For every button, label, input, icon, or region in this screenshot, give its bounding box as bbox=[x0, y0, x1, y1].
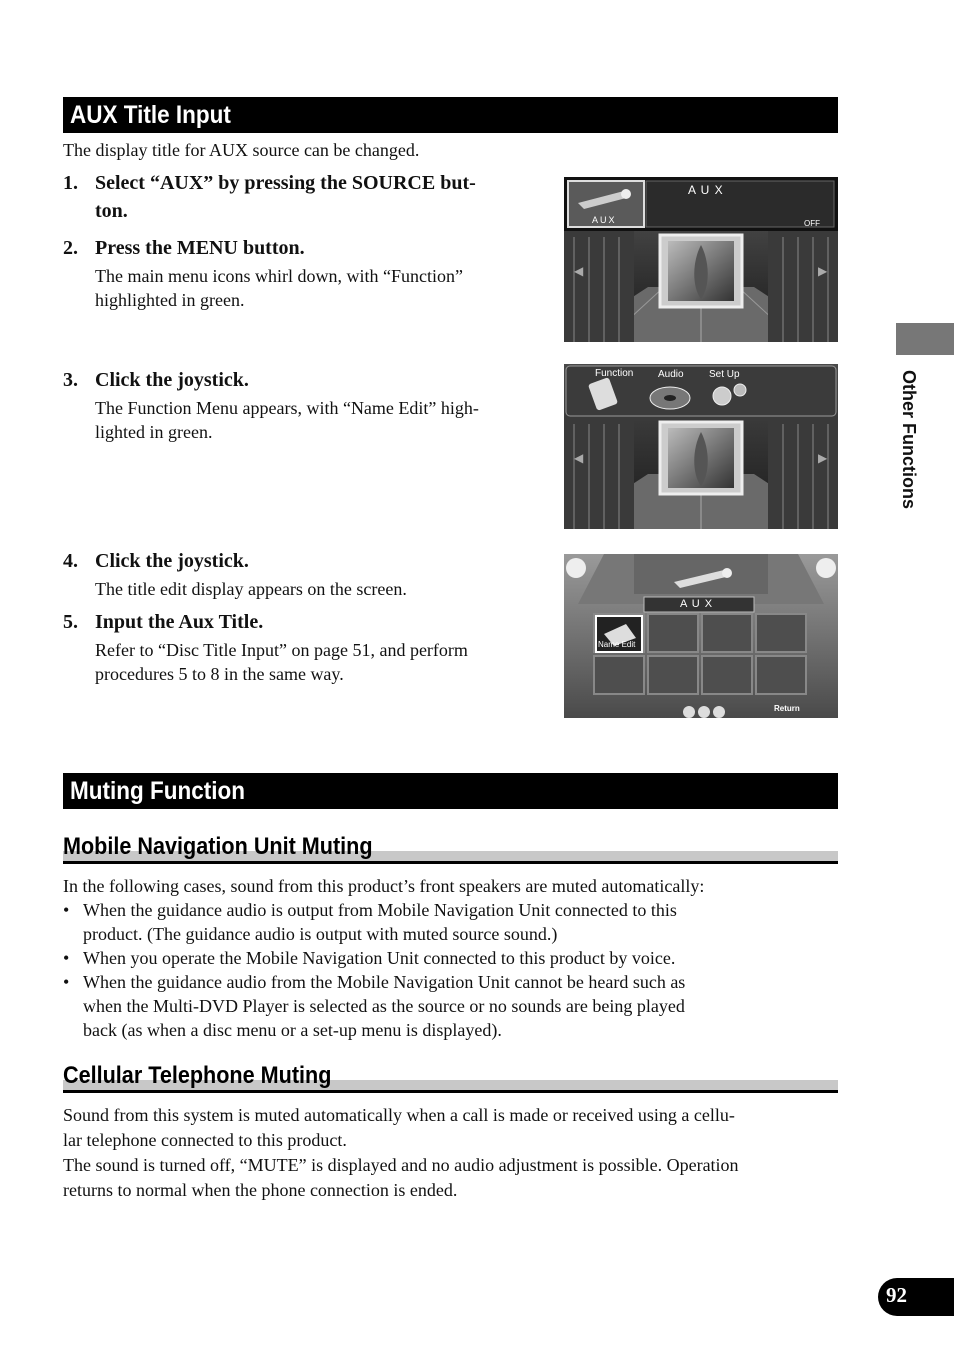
section-header-muting-function bbox=[63, 773, 838, 809]
subheading-cellular-telephone-muting bbox=[63, 1062, 838, 1093]
source-label: AUX bbox=[592, 215, 617, 225]
bullet-item-3-cont-2: back (as when a disc menu or a set-up menu is displayed). bbox=[83, 1020, 502, 1040]
step-number: 1. bbox=[63, 172, 78, 194]
bullet-dot: • bbox=[63, 972, 70, 992]
tab-audio: Audio bbox=[658, 369, 684, 380]
step-number: 4. bbox=[63, 550, 78, 572]
svg-text:◀: ◀ bbox=[574, 451, 584, 465]
section-header-aux-title-input bbox=[63, 97, 838, 133]
cellular-paragraph-1-line-1: Sound from this system is muted automatically when a call is made or received using a cellu- bbox=[63, 1105, 735, 1125]
step-title: Click the joystick. bbox=[95, 550, 249, 572]
screenshot-function-menu bbox=[564, 554, 838, 718]
screenshot-aux-source bbox=[564, 177, 838, 342]
step-5-desc-1: Refer to “Disc Title Input” on page 51, and perform bbox=[95, 640, 468, 660]
title-display: A U X bbox=[688, 183, 724, 197]
step-number: 3. bbox=[63, 369, 78, 391]
muting-intro: In the following cases, sound from this product’s front speakers are muted automatically: bbox=[63, 876, 705, 896]
subheading-title: Cellular Telephone Muting bbox=[63, 1062, 332, 1089]
subheading-rule bbox=[63, 1090, 838, 1093]
subheading-mobile-navigation-unit-muting bbox=[63, 833, 838, 864]
bullet-item-3-cont-1: when the Multi-DVD Player is selected as the source or no sounds are being played bbox=[83, 996, 685, 1016]
step-title: Input the Aux Title. bbox=[95, 611, 264, 633]
chapter-label bbox=[897, 370, 921, 530]
cellular-paragraph-1-line-2: lar telephone connected to this product. bbox=[63, 1130, 347, 1150]
section-title: AUX Title Input bbox=[70, 101, 231, 129]
bullet-dot: • bbox=[63, 900, 70, 920]
step-3 bbox=[63, 366, 249, 394]
screenshot-main-menu bbox=[564, 364, 838, 529]
step-3-desc-1: The Function Menu appears, with “Name Edit” high- bbox=[95, 398, 479, 418]
cellular-paragraph-2-line-2: returns to normal when the phone connection is ended. bbox=[63, 1180, 458, 1200]
step-2-desc-2: highlighted in green. bbox=[95, 290, 245, 310]
step-4-desc-1: The title edit display appears on the screen. bbox=[95, 579, 407, 599]
subheading-rule bbox=[63, 861, 838, 864]
off-label: OFF bbox=[804, 219, 820, 228]
bullet-text: When the guidance audio from the Mobile Navigation Unit cannot be heard such as bbox=[83, 972, 686, 992]
intro-text: The display title for AUX source can be changed. bbox=[63, 140, 420, 160]
step-5-desc-2: procedures 5 to 8 in the same way. bbox=[95, 664, 344, 684]
bullet-text: When the guidance audio is output from Mobile Navigation Unit connected to this bbox=[83, 900, 677, 920]
step-number: 2. bbox=[63, 237, 78, 259]
bullet-dot: • bbox=[63, 948, 70, 968]
step-5 bbox=[63, 608, 263, 636]
cellular-paragraph-2-line-1: The sound is turned off, “MUTE” is displayed and no audio adjustment is possible. Operation bbox=[63, 1155, 739, 1175]
subheading-title: Mobile Navigation Unit Muting bbox=[63, 833, 373, 860]
svg-text:▶: ▶ bbox=[818, 451, 828, 465]
title-display: A U X bbox=[680, 598, 714, 610]
return-button: Return bbox=[774, 704, 800, 713]
step-title: Press the MENU button. bbox=[95, 237, 305, 259]
step-3-desc-2: lighted in green. bbox=[95, 422, 213, 442]
bullet-item-1-cont: product. (The guidance audio is output with muted source sound.) bbox=[83, 924, 558, 944]
step-1 bbox=[63, 169, 476, 197]
name-edit-label: Name Edit bbox=[598, 640, 636, 649]
chapter-tab bbox=[896, 323, 954, 355]
page-number: 92 bbox=[886, 1283, 907, 1307]
bullet-text: When you operate the Mobile Navigation Unit connected to this product by voice. bbox=[83, 948, 676, 968]
chapter-label-text: Other Functions bbox=[899, 370, 919, 509]
step-title: Click the joystick. bbox=[95, 369, 249, 391]
page-number-badge bbox=[878, 1278, 954, 1316]
step-title: Select “AUX” by pressing the SOURCE but- bbox=[95, 172, 476, 194]
svg-text:▶: ▶ bbox=[818, 264, 828, 278]
section-title: Muting Function bbox=[70, 777, 245, 805]
svg-text:◀: ◀ bbox=[574, 264, 584, 278]
step-2-desc-1: The main menu icons whirl down, with “Function” bbox=[95, 266, 463, 286]
tab-function: Function bbox=[595, 368, 634, 379]
tab-setup: Set Up bbox=[709, 369, 740, 380]
step-number: 5. bbox=[63, 611, 78, 633]
step-4 bbox=[63, 547, 249, 575]
step-1-continued: ton. bbox=[95, 200, 128, 222]
step-2 bbox=[63, 234, 305, 262]
